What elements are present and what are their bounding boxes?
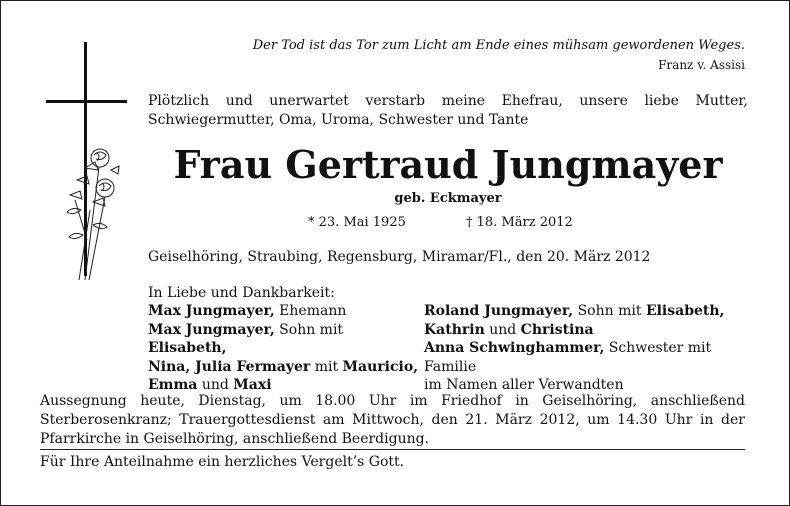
birth-date: * 23. Mai 1925	[308, 215, 406, 230]
mourner-segment: Anna Schwinghammer,	[424, 340, 605, 356]
birth-name: geb. Eckmayer	[394, 191, 502, 206]
mourner-segment: Roland Jungmayer,	[424, 303, 574, 319]
mourner-segment: und	[484, 321, 521, 338]
mourner-segment: Elisabeth,	[645, 303, 725, 319]
mourner-segment: Ehemann	[274, 303, 347, 319]
mourner-segment: Emma	[148, 377, 198, 393]
quote-author: Franz v. Assisi	[658, 58, 745, 72]
mourner-segment: Max Jungmayer,	[148, 321, 275, 338]
mourner-segment: Maxi	[233, 377, 272, 393]
mourners-right-column	[424, 302, 749, 395]
mourner-segment: Kathrin	[424, 321, 485, 338]
service-info: Aussegnung heute, Dienstag, um 18.00 Uhr im Friedhof in Geiselhöring, anschließend Sterberosenkranz; Trauergottesdienst am Mittwoch, den 21. März 2012, um 14.30 Uhr in der Pfarrkirche in Geiselhöring, anschließend Beerdigung.	[40, 393, 745, 447]
death-date: † 18. März 2012	[466, 215, 573, 230]
mourner-segment: im Namen aller Verwandten	[424, 377, 624, 393]
mourner-segment: Schwester mit Familie	[424, 340, 712, 375]
mourner-line	[424, 302, 749, 321]
mourner-line	[424, 321, 749, 340]
mourner-line	[148, 302, 423, 321]
mourner-segment: mit	[310, 358, 343, 375]
mourner-segment: Elisabeth,	[148, 340, 227, 356]
quote-text: Der Tod ist das Tor zum Licht am Ende eines mühsam gewordenen Weges.	[252, 38, 745, 53]
mourner-segment: Sohn mit	[274, 321, 344, 338]
mourners-intro: In Liebe und Dankbarkeit:	[148, 285, 335, 301]
mourner-segment: Max Jungmayer,	[148, 303, 275, 319]
roses-icon	[55, 140, 125, 285]
thanks-text: Für Ihre Anteilnahme ein herzliches Vergelt’s Gott.	[40, 454, 405, 470]
mourner-line	[148, 358, 423, 377]
intro-text: Plötzlich und unerwartet verstarb meine Ehefrau, unsere liebe Mutter, Schwiegermutter, Oma, Uroma, Schwester und Tante	[148, 93, 748, 128]
mourner-segment: Nina, Julia Fermayer	[148, 358, 311, 375]
mourner-segment: Mauricio,	[342, 358, 419, 375]
mourner-segment: Sohn mit	[573, 303, 646, 319]
mourner-line	[424, 339, 749, 376]
mourner-segment: und	[197, 377, 234, 393]
cross-bar	[46, 100, 127, 103]
mourner-line	[148, 321, 423, 358]
mourner-segment: Christina	[520, 321, 594, 338]
deceased-name: Frau Gertraud Jungmayer	[173, 142, 723, 187]
mourners-left-column	[148, 302, 423, 395]
place-date: Geiselhöring, Straubing, Regensburg, Miramar/Fl., den 20. März 2012	[148, 249, 651, 265]
divider	[40, 449, 745, 450]
